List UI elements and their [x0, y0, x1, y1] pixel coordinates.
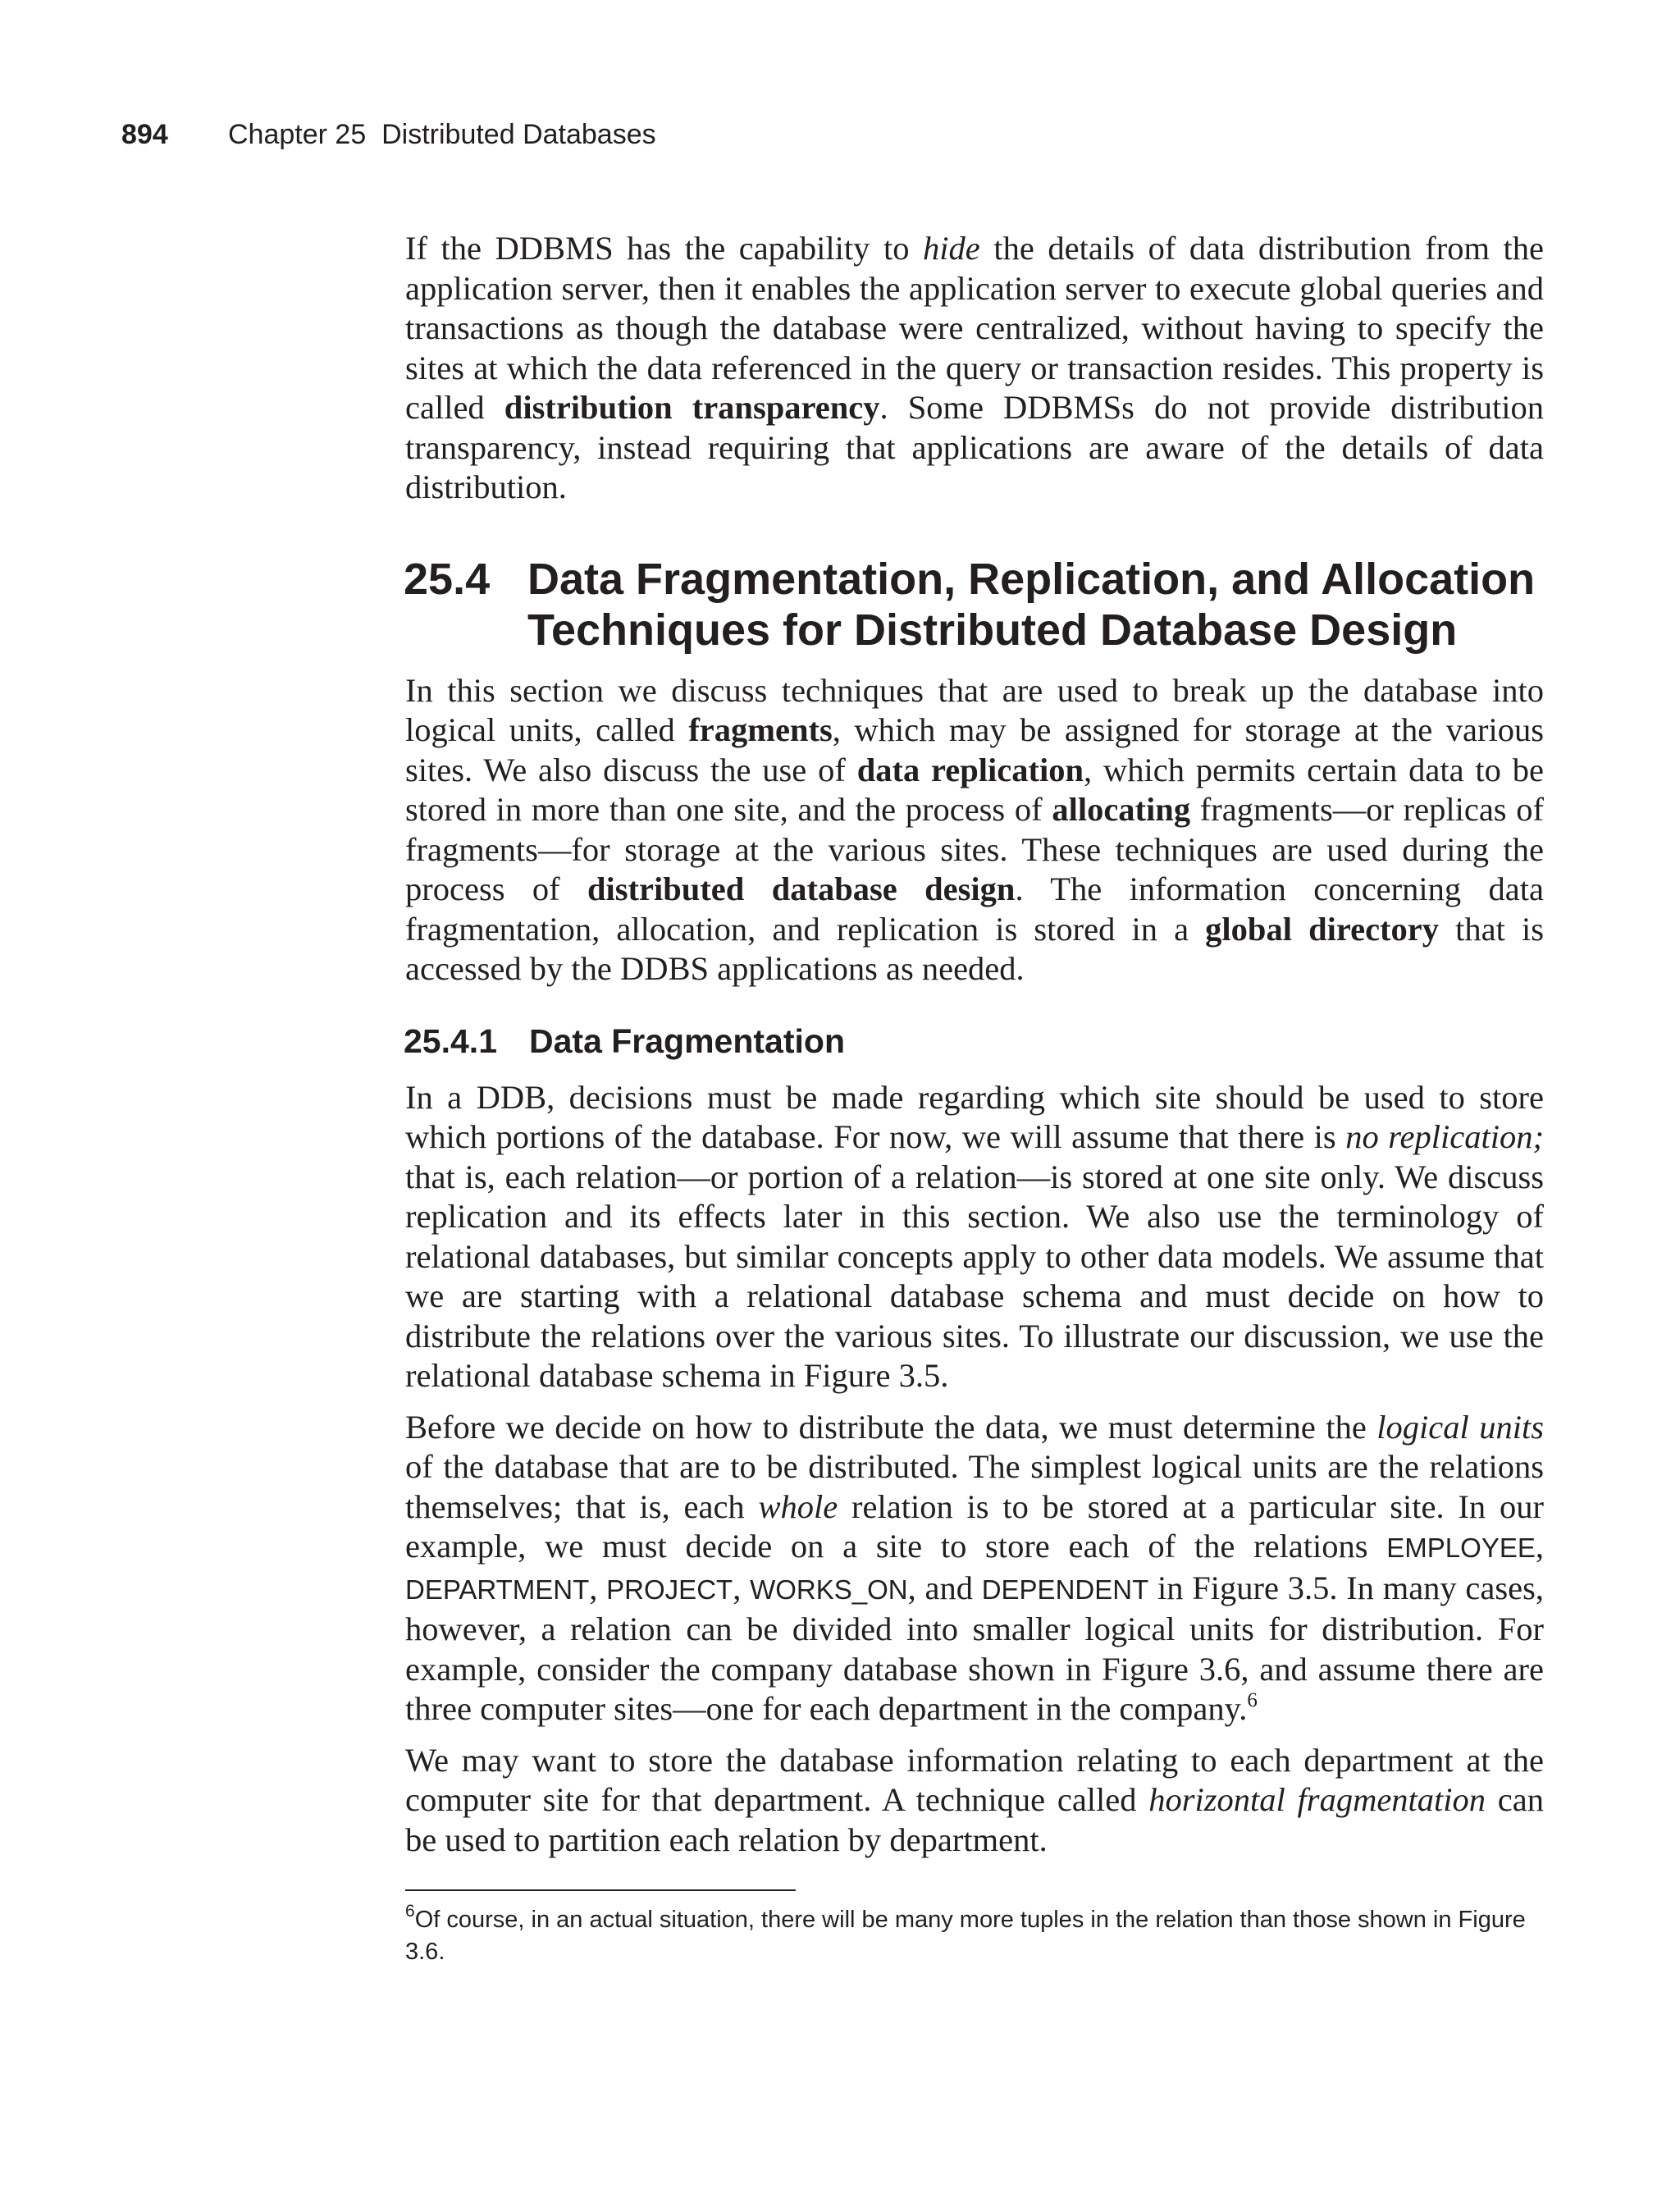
page-header — [121, 116, 656, 153]
section-title: Data Fragmentation, Replication, and Allocation Techniques for Distributed Database Design — [527, 554, 1536, 655]
footnote-text: Of course, in an actual situation, there will be many more tuples in the relation than those shown in Figure 3.6. — [405, 1907, 1526, 1965]
running-title: Chapter 25 Distributed Databases — [228, 119, 656, 150]
body-paragraph-1 — [405, 1078, 1544, 1396]
text-run: , which permits certain data to be stored in more than one site, and the process of — [405, 751, 1544, 828]
term-distributed-database-design: distributed database design — [587, 870, 1016, 907]
subsection-heading — [404, 1021, 1544, 1062]
text-run: that is, each relation—or portion of a relation—is stored at one site only. We discuss replication and its effects later in this section. We also use the terminology of relational databases, but similar concepts apply to other data models. We assume that we are starting with a relational database schema and must decide on how to distribute the relations over the various sites. To illustrate our discussion, we use the relational database schema in Figure 3.5. — [405, 1158, 1544, 1394]
text-run: If the DDBMS has the capability to — [405, 230, 924, 267]
footnote-divider — [405, 1889, 796, 1891]
text-run: In this section we discuss techniques that are used to break up the database into logical units, called — [405, 671, 1544, 748]
relation-name: WORKS_ON — [750, 1574, 908, 1605]
text-run: Before we decide on how to distribute the data, we must determine the — [405, 1408, 1377, 1446]
subsection-number: 25.4.1 — [404, 1021, 497, 1060]
term-global-directory: global directory — [1205, 910, 1440, 948]
emphasis-horizontal-fragmentation: horizontal fragmentation — [1148, 1781, 1486, 1818]
text-run: can be used to partition each relation by department. — [405, 1781, 1545, 1858]
term-data-replication: data replication — [856, 751, 1084, 788]
text-run: the details of data distribution from the application server, then it enables the application server to execute global queries and transactions as though the database were centralized, without having to specify the sites at which the data referenced in the query or transaction resides. This property is called — [405, 230, 1544, 426]
emphasis-whole: whole — [758, 1487, 838, 1525]
text-run: , which may be assigned for storage at the various sites. We also discuss the use of — [405, 711, 1544, 788]
section-heading — [404, 554, 1544, 656]
relation-name: EMPLOYEE — [1386, 1533, 1536, 1563]
section-intro-paragraph — [405, 671, 1544, 989]
body-paragraph-3 — [405, 1741, 1544, 1861]
section-number: 25.4 — [404, 554, 491, 604]
emphasis-logical-units: logical units — [1376, 1408, 1544, 1446]
relation-name: PROJECT — [606, 1574, 733, 1605]
term-distribution-transparency: distribution transparency — [504, 389, 880, 426]
term-fragments: fragments — [688, 711, 833, 748]
body-paragraph-2 — [405, 1408, 1544, 1729]
text-run: , — [733, 1569, 751, 1606]
text-run: . Some DDBMSs do not provide distribution transparency, instead requiring that applications are aware of the details of data distribution. — [405, 389, 1544, 505]
text-run: In a DDB, decisions must be made regarding which site should be used to store which portions of the database. For now, we will assume that there is — [405, 1078, 1544, 1155]
text-run: . The information concerning data fragmentation, allocation, and replication is stored in a — [405, 870, 1544, 948]
text-run: , — [1535, 1528, 1544, 1565]
subsection-title: Data Fragmentation — [529, 1021, 845, 1060]
text-run: relation is to be stored at a particular site. In our example, we must decide on a site to store each of the relations — [405, 1487, 1544, 1565]
footnote-marker: 6 — [405, 1902, 415, 1921]
text-run: that is accessed by the DDBS applications as needed. — [405, 910, 1544, 987]
page-body — [405, 229, 1544, 1968]
relation-name: DEPARTMENT — [405, 1574, 590, 1605]
text-run: in Figure 3.5. In many cases, however, a relation can be divided into smaller logical units for distribution. For example, consider the company database shown in Figure 3.6, and assume there are three computer sites—one for each department in the company. — [405, 1569, 1545, 1727]
text-run: , and — [907, 1569, 982, 1606]
relation-name: DEPENDENT — [981, 1574, 1149, 1605]
footnote — [405, 1904, 1544, 1968]
emphasis-hide: hide — [923, 230, 980, 267]
intro-paragraph — [405, 229, 1544, 508]
text-run: of the database that are to be distributed. The simplest logical units are the relations themselves; that is, each — [405, 1448, 1544, 1525]
term-allocating: allocating — [1052, 791, 1191, 828]
footnote-reference[interactable]: 6 — [1247, 1689, 1258, 1711]
text-run: , — [589, 1569, 607, 1606]
emphasis-no-replication: no replication; — [1345, 1118, 1544, 1155]
text-run: We may want to store the database information relating to each department at the computer site for that department. A technique called — [405, 1741, 1544, 1818]
text-run: fragments—or replicas of fragments—for storage at the various sites. These techniques are used during the process of — [405, 791, 1544, 907]
page-number: 894 — [121, 119, 168, 150]
